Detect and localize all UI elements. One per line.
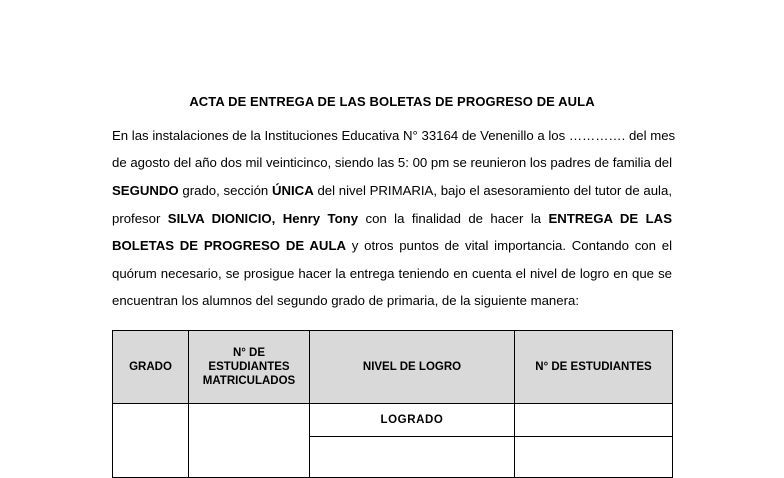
- text-segment: de agosto del año dos mil veinticinco, siendo las 5: 00 pm se reunieron los padres de familia del: [112, 155, 673, 170]
- cell-num-estudiantes: [515, 404, 673, 437]
- bold-text: SILVA DIONICIO, Henry Tony: [167, 211, 359, 226]
- logro-table: [112, 330, 673, 478]
- cell-nivel-logro: LOGRADO: [310, 404, 515, 437]
- bold-text: ENTREGA DE LAS: [548, 211, 672, 226]
- bold-text: BOLETAS DE PROGRESO DE AULA: [112, 238, 347, 253]
- paragraph-line: [112, 266, 672, 282]
- cell-num-estudiantes: [515, 437, 673, 478]
- header-num-estudiantes: N° DE ESTUDIANTES: [515, 331, 673, 404]
- header-matriculados-line: MATRICULADOS: [202, 375, 296, 387]
- header-matriculados-line: ESTUDIANTES: [208, 361, 290, 373]
- cell-nivel-logro: [310, 437, 515, 478]
- table-header-row: [113, 331, 673, 404]
- text-segment: encuentran los alumnos del segundo grado de primaria, de la siguiente manera:: [112, 293, 579, 308]
- header-matriculados: [189, 331, 310, 404]
- header-nivel-logro: NIVEL DE LOGRO: [310, 331, 515, 404]
- document-title: ACTA DE ENTREGA DE LAS BOLETAS DE PROGRESO DE AULA: [189, 94, 595, 109]
- paragraph-line: [112, 211, 672, 227]
- table-row: [113, 404, 673, 437]
- text-segment: quórum necesario, se prosigue hacer la entrega teniendo en cuenta el nivel de logro en que se: [112, 266, 672, 281]
- text-segment: del nivel PRIMARIA, bajo el asesoramiento del tutor de aula,: [313, 183, 672, 198]
- header-matriculados-line: N° DE: [232, 347, 266, 359]
- paragraph-line: [112, 183, 672, 199]
- header-grado: GRADO: [113, 331, 189, 404]
- text-segment: y otros puntos de vital importancia. Contando con el: [346, 238, 672, 253]
- text-segment: profesor: [112, 211, 168, 226]
- text-segment: con la finalidad de hacer la: [358, 211, 549, 226]
- paragraph-line: [112, 155, 672, 171]
- paragraph-line: [112, 128, 676, 144]
- text-segment: En las instalaciones de la Instituciones Educativa N° 33164 de Venenillo a los …………. del mes: [112, 128, 676, 143]
- bold-text: SEGUNDO: [112, 183, 179, 198]
- paragraph-line: [112, 293, 672, 309]
- bold-text: ÚNICA: [271, 183, 314, 198]
- paragraph-line: [112, 238, 672, 254]
- text-segment: grado, sección: [178, 183, 272, 198]
